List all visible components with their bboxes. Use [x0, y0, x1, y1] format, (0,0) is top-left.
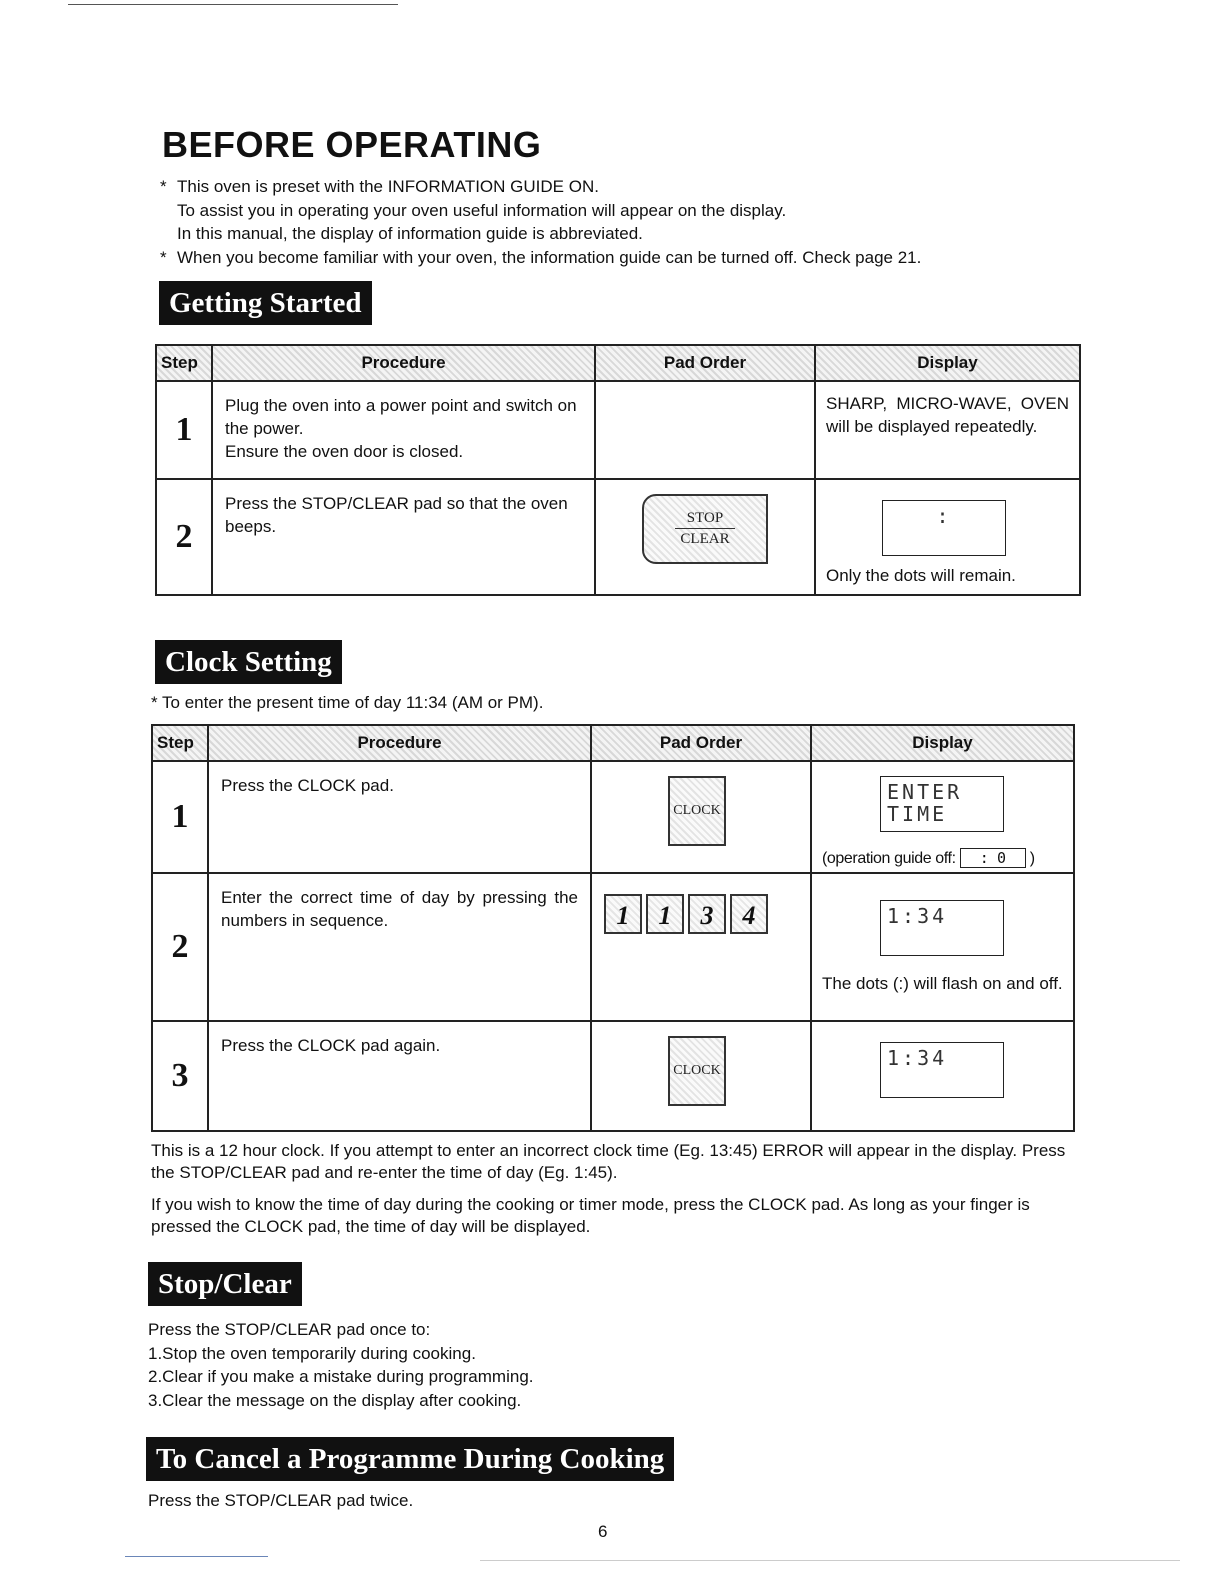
- getting-started-banner: Getting Started: [159, 281, 372, 325]
- number-keys: [604, 894, 772, 934]
- bullet-star: *: [160, 247, 167, 267]
- top-rule: [68, 4, 398, 5]
- procedure-text: Plug the oven into a power point and switch on the power. Ensure the oven door is closed.: [212, 381, 595, 479]
- pad-cell: [595, 381, 815, 479]
- list-item: 1.Stop the oven temporarily during cooking.: [148, 1343, 476, 1363]
- lcd-display: 1:34: [880, 900, 1004, 956]
- number-key[interactable]: 3: [688, 894, 726, 934]
- intro-text: When you become familiar with your oven, the information guide can be turned off. Check page 21.: [177, 247, 922, 267]
- intro-line: [160, 222, 921, 246]
- header-pad-order: Pad Order: [591, 725, 811, 761]
- cancel-banner: To Cancel a Programme During Cooking: [146, 1437, 674, 1481]
- header-step: Step: [152, 725, 208, 761]
- intro-text: To assist you in operating your oven useful information will appear on the display.: [177, 200, 787, 220]
- header-display: Display: [811, 725, 1074, 761]
- lcd-display: 1:34: [880, 1042, 1004, 1098]
- stop-clear-pad[interactable]: [642, 494, 768, 564]
- number-key[interactable]: 4: [730, 894, 768, 934]
- pad-cell: [595, 479, 815, 595]
- clock-pad[interactable]: CLOCK: [668, 1036, 726, 1106]
- number-key[interactable]: 1: [646, 894, 684, 934]
- procedure-text: Press the STOP/CLEAR pad so that the oven beeps.: [212, 479, 595, 595]
- table-row: [156, 381, 1080, 479]
- lcd-display: :: [882, 500, 1006, 556]
- clock-pad[interactable]: CLOCK: [668, 776, 726, 846]
- display-cell: [811, 1021, 1074, 1131]
- procedure-text: Press the CLOCK pad.: [208, 761, 591, 873]
- procedure-text: Press the CLOCK pad again.: [208, 1021, 591, 1131]
- lcd-line: TIME: [887, 802, 948, 826]
- step-number: 1: [152, 761, 208, 873]
- table-row: [156, 479, 1080, 595]
- display-cell: [815, 479, 1080, 595]
- list-item: 3.Clear the message on the display after cooking.: [148, 1390, 522, 1410]
- step-number: 1: [156, 381, 212, 479]
- list-item: Press the STOP/CLEAR pad once to:: [148, 1320, 431, 1339]
- display-note-text: ): [1029, 850, 1035, 867]
- table-row: [152, 873, 1074, 1021]
- clock-footnote: If you wish to know the time of day during the cooking or timer mode, press the CLOCK pad. As long as your finger is pressed the CLOCK pad, the time of day will be displayed.: [151, 1195, 1030, 1236]
- clock-footnote: This is a 12 hour clock. If you attempt to enter an incorrect clock time (Eg. 13:45) ERROR will appear in the display. Press the STOP/CLEAR pad and re-enter the time of day (Eg. 1:45).: [151, 1141, 1066, 1182]
- bullet-star: *: [160, 177, 167, 196]
- number-key[interactable]: 1: [604, 894, 642, 934]
- clock-note: * To enter the present time of day 11:34 (AM or PM).: [151, 693, 544, 712]
- pad-cell: [591, 873, 811, 1021]
- mini-lcd: : 0: [960, 848, 1026, 868]
- page-title: BEFORE OPERATING: [162, 124, 542, 165]
- display-cell: [811, 873, 1074, 1021]
- header-procedure: Procedure: [208, 725, 591, 761]
- getting-started-table: [155, 344, 1081, 596]
- intro-line: [160, 199, 921, 223]
- pad-label-top: STOP: [686, 510, 724, 526]
- step-number: 3: [152, 1021, 208, 1131]
- header-display: Display: [815, 345, 1080, 381]
- display-text: Only the dots will remain.: [826, 566, 1016, 585]
- step-number: 2: [156, 479, 212, 595]
- display-cell: [811, 761, 1074, 873]
- header-step: Step: [156, 345, 212, 381]
- display-note-text: (operation guide off:: [822, 850, 956, 867]
- table-row: [152, 1021, 1074, 1131]
- lcd-display: [880, 776, 1004, 832]
- step-number: 2: [152, 873, 208, 1021]
- clock-setting-table: [151, 724, 1075, 1132]
- intro-text: This oven is preset with the INFORMATION GUIDE ON.: [177, 177, 599, 196]
- table-header-row: [152, 725, 1074, 761]
- header-procedure: Procedure: [212, 345, 595, 381]
- header-pad-order: Pad Order: [595, 345, 815, 381]
- intro-line: [160, 246, 921, 270]
- lcd-line: ENTER: [887, 780, 963, 804]
- cancel-text: Press the STOP/CLEAR pad twice.: [148, 1491, 414, 1510]
- table-row: [152, 761, 1074, 873]
- pad-label-bottom: CLEAR: [675, 528, 735, 549]
- procedure-text: Enter the correct time of day by pressing the numbers in sequence.: [208, 873, 591, 1021]
- stop-clear-banner: Stop/Clear: [148, 1262, 302, 1306]
- bottom-rule: [125, 1556, 268, 1557]
- stop-clear-list: [148, 1318, 534, 1412]
- bottom-rule: [480, 1560, 1180, 1561]
- intro-text: In this manual, the display of information guide is abbreviated.: [177, 224, 643, 243]
- table-header-row: [156, 345, 1080, 381]
- pad-cell: [591, 1021, 811, 1131]
- display-text: SHARP, MICRO-WAVE, OVEN will be displayed repeatedly.: [815, 381, 1080, 479]
- clock-setting-banner: Clock Setting: [155, 640, 342, 684]
- intro-line: [160, 175, 921, 199]
- display-note: [822, 848, 1035, 868]
- pad-cell: [591, 761, 811, 873]
- intro-notes: [160, 175, 921, 269]
- page-number: 6: [598, 1522, 608, 1541]
- display-text: The dots (:) will flash on and off.: [822, 974, 1063, 993]
- list-item: 2.Clear if you make a mistake during programming.: [148, 1367, 534, 1386]
